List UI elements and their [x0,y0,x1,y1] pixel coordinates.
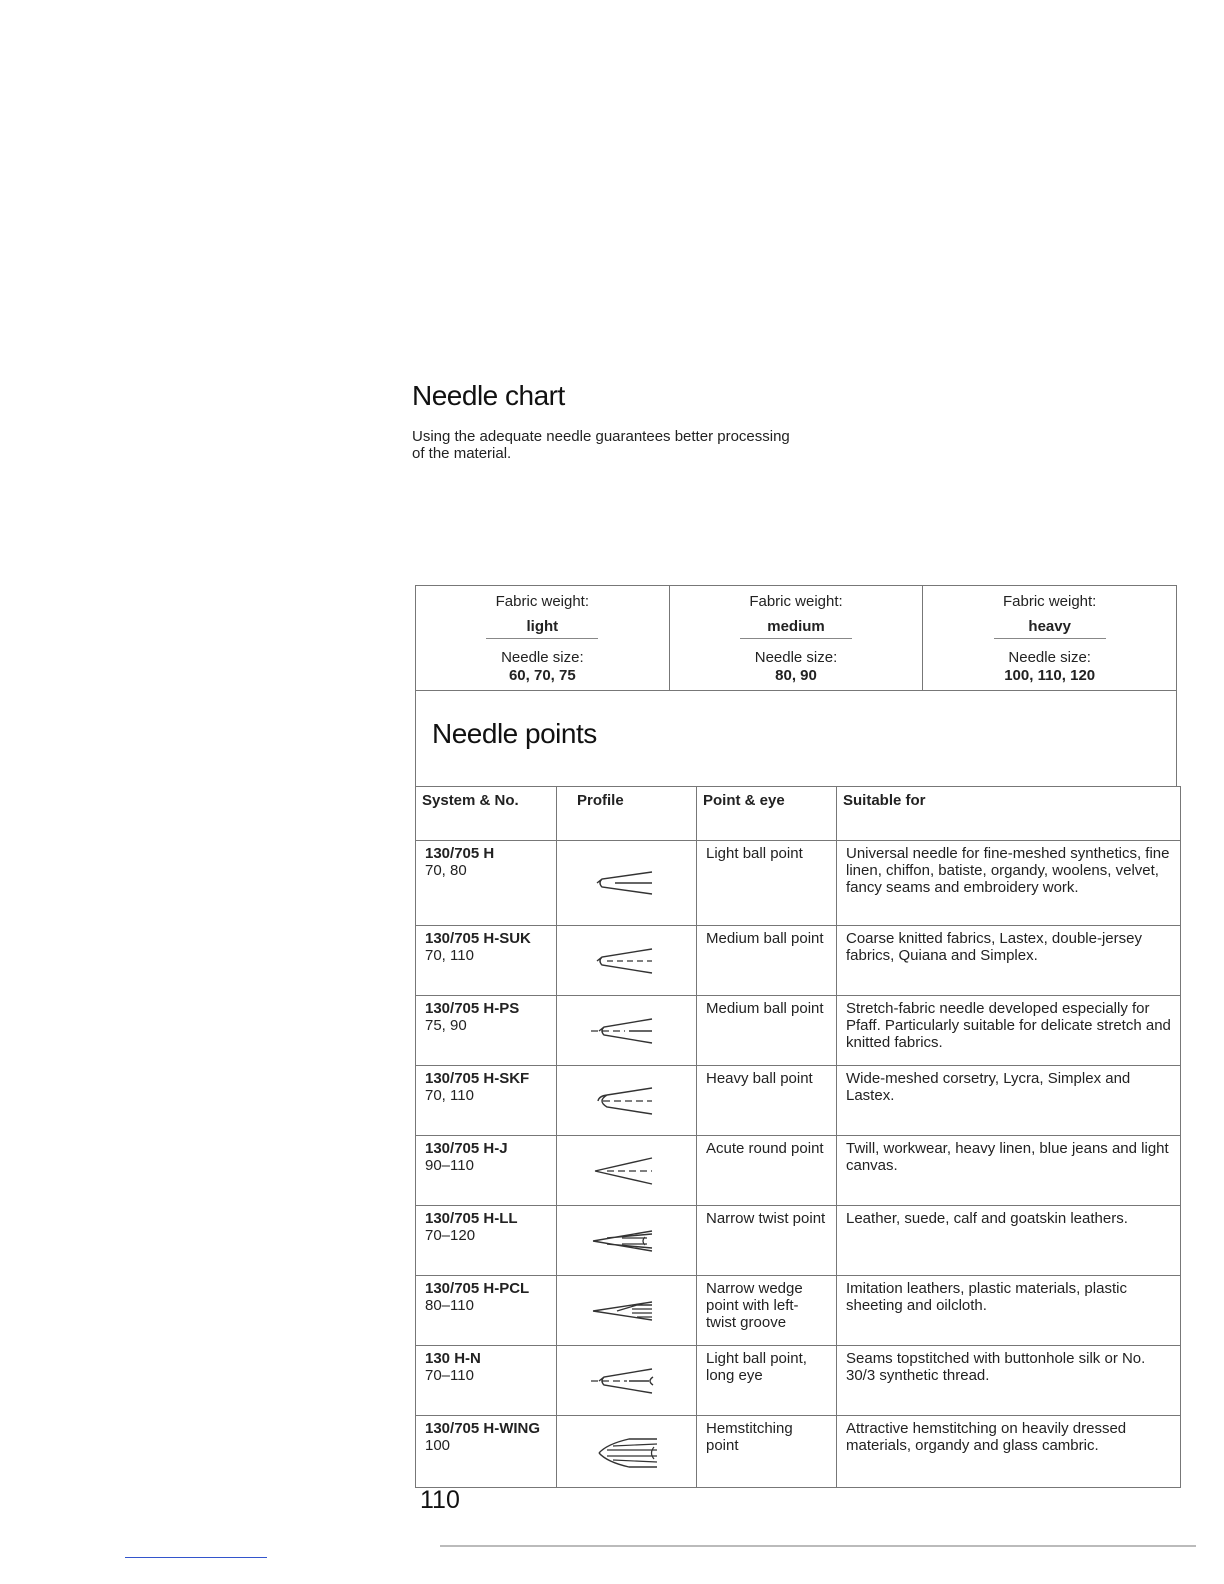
needle-profile-icon [577,858,677,908]
needle-sizes: 90–110 [425,1157,474,1174]
system-cell [416,841,557,926]
point-cell: Narrow twist point [697,1206,837,1276]
table-row [416,1206,1181,1276]
needle-profile-icon [577,1356,677,1406]
fabric-weight-label: Fabric weight: [749,593,843,610]
profile-cell [557,1136,697,1206]
suitable-cell: Leather, suede, calf and goatskin leathers. [837,1206,1181,1276]
needle-size-value: 80, 90 [775,667,817,684]
needle-profile-icon [577,936,677,986]
table-row [416,926,1181,996]
system-cell [416,1416,557,1488]
system-number: 130/705 H-PCL [425,1280,530,1297]
header-system: System & No. [416,787,557,841]
profile-cell [557,996,697,1066]
needle-size-label: Needle size: [1008,649,1091,666]
fabric-weight-label: Fabric weight: [1002,593,1097,610]
table-row [416,1346,1181,1416]
system-cell [416,1276,557,1346]
suitable-cell: Universal needle for fine-meshed synthetics, fine linen, chiffon, batiste, organdy, woolens, velvet, fancy seams and embroidery work. [837,841,1181,926]
profile-cell [557,926,697,996]
fabric-weight-value: light [526,618,559,635]
suitable-cell: Attractive hemstitching on heavily dressed materials, organdy and glass cambric. [837,1416,1181,1488]
header-point: Point & eye [697,787,837,841]
system-number: 130/705 H-SKF [425,1070,530,1087]
needle-sizes: 70, 110 [425,1087,474,1104]
system-cell [416,1066,557,1136]
suitable-cell: Imitation leathers, plastic materials, plastic sheeting and oilcloth. [837,1276,1181,1346]
profile-cell [557,841,697,926]
suitable-cell: Twill, workwear, heavy linen, blue jeans and light canvas. [837,1136,1181,1206]
point-cell: Light ball point [697,841,837,926]
system-number: 130/705 H-J [425,1140,508,1157]
point-cell: Light ball point, long eye [697,1346,837,1416]
fabric-weight-table [415,585,1177,691]
system-cell [416,1206,557,1276]
profile-cell [557,1346,697,1416]
footer-divider [440,1545,1196,1547]
needle-profile-icon [577,1427,677,1477]
fabric-weight-medium [670,586,924,690]
divider [486,638,598,639]
suitable-cell: Seams topstitched with buttonhole silk or No. 30/3 synthetic thread. [837,1346,1181,1416]
point-cell: Medium ball point [697,926,837,996]
point-cell: Hemstitching point [697,1416,837,1488]
needle-profile-icon [577,1286,677,1336]
table-row [416,841,1181,926]
table-row [416,1276,1181,1346]
suitable-cell: Coarse knitted fabrics, Lastex, double-jersey fabrics, Quiana and Simplex. [837,926,1181,996]
system-cell [416,996,557,1066]
needle-sizes: 70, 80 [425,862,467,879]
needle-sizes: 70–120 [425,1227,476,1244]
system-number: 130/705 H-LL [425,1210,518,1227]
suitable-cell: Stretch-fabric needle developed especially for Pfaff. Particularly suitable for delicate stretch and knitted fabrics. [837,996,1181,1066]
system-number: 130/705 H-WING [425,1420,541,1437]
page-title: Needle chart [412,380,565,411]
needle-sizes: 100 [425,1437,451,1454]
profile-cell [557,1206,697,1276]
needle-sizes: 80–110 [425,1297,474,1314]
page-number: 110 [420,1486,460,1514]
profile-cell [557,1066,697,1136]
needle-points-section [415,690,1177,786]
intro-text: Using the adequate needle guarantees better processing of the material. [412,428,790,462]
system-cell [416,926,557,996]
needle-profile-icon [577,1216,677,1266]
section-heading: Needle points [432,718,597,749]
needle-profile-icon [577,1146,677,1196]
footer-link-underline [125,1557,267,1558]
profile-cell [557,1416,697,1488]
point-cell: Acute round point [697,1136,837,1206]
system-number: 130/705 H-PS [425,1000,520,1017]
profile-cell [557,1276,697,1346]
point-cell: Heavy ball point [697,1066,837,1136]
needle-size-value: 60, 70, 75 [508,667,576,684]
needle-profile-icon [577,1006,677,1056]
needle-points-table [415,786,1181,1488]
point-cell: Medium ball point [697,996,837,1066]
point-cell: Narrow wedge point with left-twist groove [697,1276,837,1346]
needle-profile-icon [577,1076,677,1126]
fabric-weight-label: Fabric weight: [495,593,590,610]
divider [994,638,1106,639]
system-number: 130/705 H [425,845,495,862]
fabric-weight-value: heavy [1028,618,1071,635]
fabric-weight-heavy [923,586,1176,690]
needle-size-label: Needle size: [501,649,584,666]
table-row [416,1416,1181,1488]
needle-sizes: 70, 110 [425,947,474,964]
header-profile: Profile [557,787,697,841]
system-cell [416,1136,557,1206]
needle-size-value: 100, 110, 120 [1004,667,1096,684]
system-cell [416,1346,557,1416]
needle-sizes: 70–110 [425,1367,474,1384]
needle-size-label: Needle size: [754,649,838,666]
divider [740,638,852,639]
header-suitable: Suitable for [837,787,1181,841]
table-header-row [416,787,1181,841]
suitable-cell: Wide-meshed corsetry, Lycra, Simplex and Lastex. [837,1066,1181,1136]
needle-sizes: 75, 90 [425,1017,467,1034]
system-number: 130 H-N [425,1350,481,1367]
fabric-weight-value: medium [767,618,825,635]
fabric-weight-light [416,586,670,690]
table-row [416,1066,1181,1136]
table-row [416,1136,1181,1206]
table-row [416,996,1181,1066]
system-number: 130/705 H-SUK [425,930,531,947]
